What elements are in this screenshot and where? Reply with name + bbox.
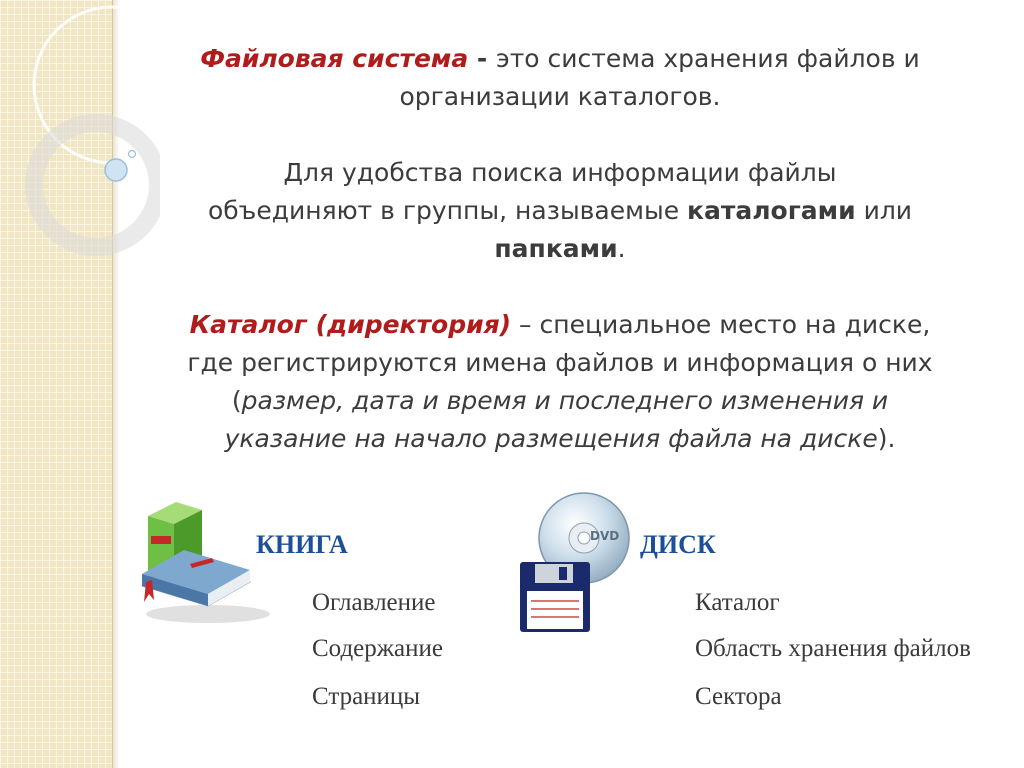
definition-paragraph [150, 40, 970, 116]
grouping-line3-end: . [617, 234, 626, 263]
disk-item-catalog: Каталог [695, 589, 780, 616]
book-heading: КНИГА [256, 530, 348, 559]
book-item-table-of-contents: Оглавление [312, 589, 436, 616]
definition-dash: - [468, 44, 497, 73]
grouping-line2-end: или [855, 196, 913, 225]
book-icon [128, 496, 278, 626]
catalog-paren-open: ( [231, 386, 242, 415]
catalog-line1-rest: – специальное место на диске, [511, 310, 931, 339]
catalog-line2: где регистрируются имена файлов и информация о них [187, 348, 933, 377]
book-item-pages: Страницы [312, 683, 421, 710]
term-catalog: Каталог (директория) [189, 310, 512, 339]
definition-line1-rest: это система хранения файлов и [496, 44, 920, 73]
grouping-line2-start: объединяют в группы, называемые [207, 196, 688, 225]
main-text-block [150, 40, 970, 458]
catalog-paragraph [150, 306, 970, 458]
catalog-paren-close: ). [877, 424, 896, 453]
disk-item-file-storage-area: Область хранения файлов [695, 635, 971, 662]
decorative-circles [0, 0, 160, 260]
definition-line2: организации каталогов. [399, 82, 721, 111]
term-file-system: Файловая система [200, 44, 469, 73]
catalog-italic-line4: указание на начало размещения файла на диске [224, 424, 878, 453]
grouping-paragraph [150, 154, 970, 268]
term-catalogs: каталогами [687, 196, 856, 225]
catalog-italic-line3: размер, дата и время и последнего изменения и [241, 386, 889, 415]
term-folders: папками [494, 234, 618, 263]
grouping-line1: Для удобства поиска информации файлы [283, 158, 837, 187]
disk-heading: ДИСК [640, 530, 716, 559]
book-item-content: Содержание [312, 635, 443, 662]
dvd-label: DVD [590, 529, 620, 543]
floppy-disk-icon [519, 561, 591, 633]
disk-item-sectors: Сектора [695, 683, 782, 710]
